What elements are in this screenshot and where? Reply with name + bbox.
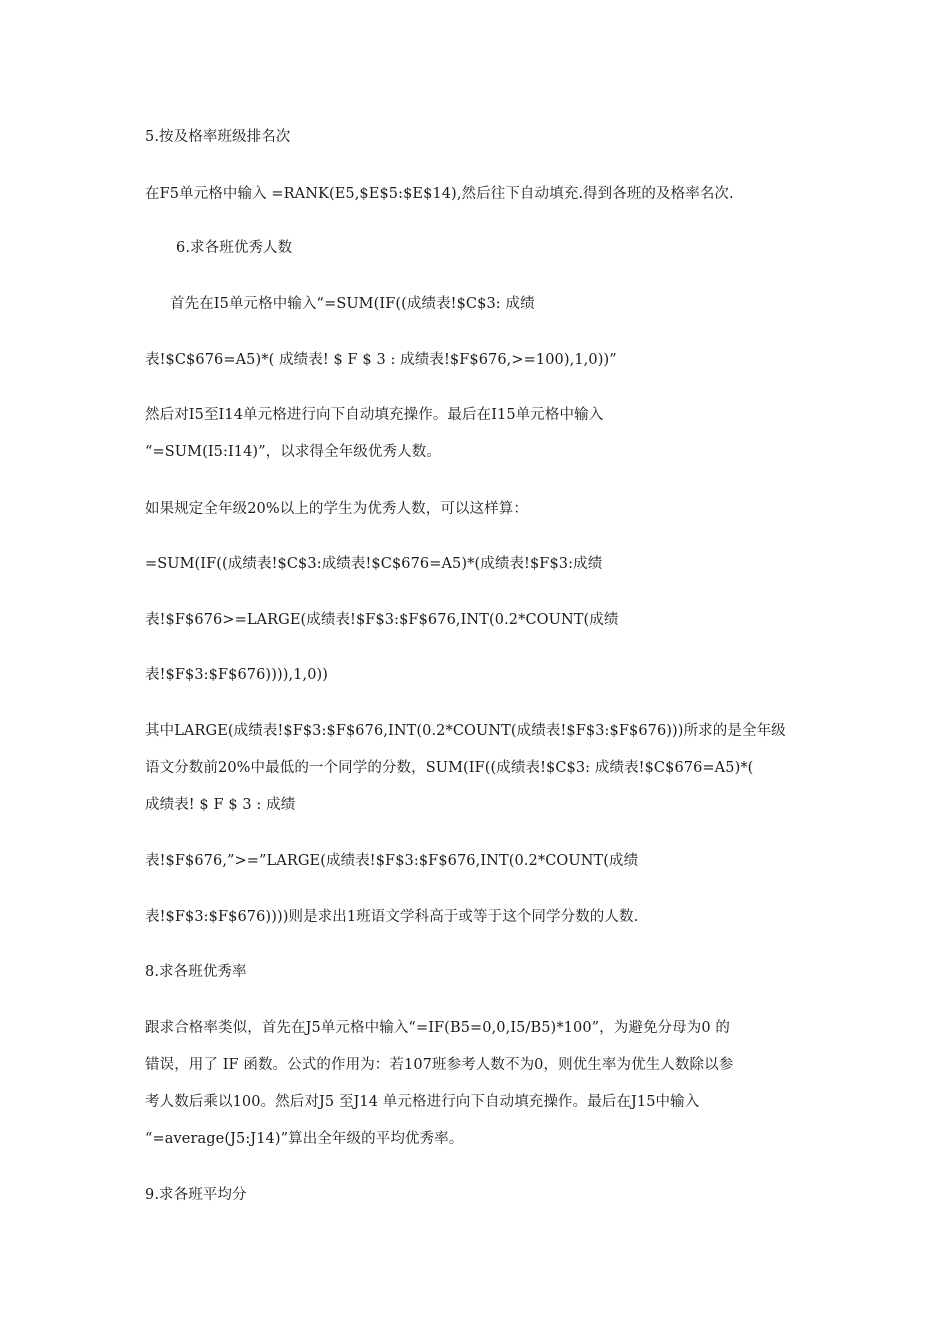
heading-average-score: 9.求各班平均分 xyxy=(145,1187,247,1203)
paragraph-line: 然后对I5至I14单元格进行向下自动填充操作。最后在I15单元格中输入 xyxy=(145,407,604,423)
heading-excellent-rate: 8.求各班优秀率 xyxy=(145,964,247,980)
paragraph-line: “=SUM(I5:I14)”，以求得全年级优秀人数。 xyxy=(145,444,441,460)
heading-rank-by-pass-rate: 5.按及格率班级排名次 xyxy=(145,129,291,145)
paragraph-line: 表!$F$676,”>=”LARGE(成绩表!$F$3:$F$676,INT(0.2*COUNT(成绩 xyxy=(145,853,639,869)
paragraph-line: 表!$C$676=A5)*( 成绩表! $ F $ 3 : 成绩表!$F$676,>=100),1,0))” xyxy=(145,352,617,368)
paragraph-line: 考人数后乘以100。然后对J5 至J14 单元格进行向下自动填充操作。最后在J15中输入 xyxy=(145,1094,700,1110)
heading-excellent-count: 6.求各班优秀人数 xyxy=(176,240,293,256)
paragraph-line: 首先在I5单元格中输入“=SUM(IF((成绩表!$C$3: 成绩 xyxy=(170,296,535,312)
formula-line: 表!$F$676>=LARGE(成绩表!$F$3:$F$676,INT(0.2*COUNT(成绩 xyxy=(145,612,619,628)
paragraph-line: 成绩表! $ F $ 3 : 成绩 xyxy=(145,797,296,813)
paragraph-line: 错误，用了 IF 函数。公式的作用为：若107班参考人数不为0，则优生率为优生人数除以参 xyxy=(145,1057,734,1073)
paragraph-line: 表!$F$3:$F$676))))则是求出1班语文学科高于或等于这个同学分数的人数. xyxy=(145,909,639,925)
paragraph-line: 如果规定全年级20%以上的学生为优秀人数，可以这样算： xyxy=(145,501,528,517)
formula-line: 表!$F$3:$F$676)))),1,0)) xyxy=(145,667,329,683)
paragraph-line: 语文分数前20%中最低的一个同学的分数，SUM(IF((成绩表!$C$3: 成绩表!$C$676=A5)*( xyxy=(145,760,754,776)
paragraph-line: 其中LARGE(成绩表!$F$3:$F$676,INT(0.2*COUNT(成绩表!$F$3:$F$676)))所求的是全年级 xyxy=(145,723,786,739)
paragraph-line: 跟求合格率类似，首先在J5单元格中输入“=IF(B5=0,0,I5/B5)*100”，为避免分母为0 的 xyxy=(145,1020,730,1036)
paragraph-line: 在F5单元格中输入 =RANK(E5,$E$5:$E$14),然后往下自动填充.得到各班的及格率名次. xyxy=(145,186,734,202)
paragraph-line: “=average(J5:J14)”算出全年级的平均优秀率。 xyxy=(145,1131,464,1147)
formula-line: =SUM(IF((成绩表!$C$3:成绩表!$C$676=A5)*(成绩表!$F$3:成绩 xyxy=(145,556,603,572)
